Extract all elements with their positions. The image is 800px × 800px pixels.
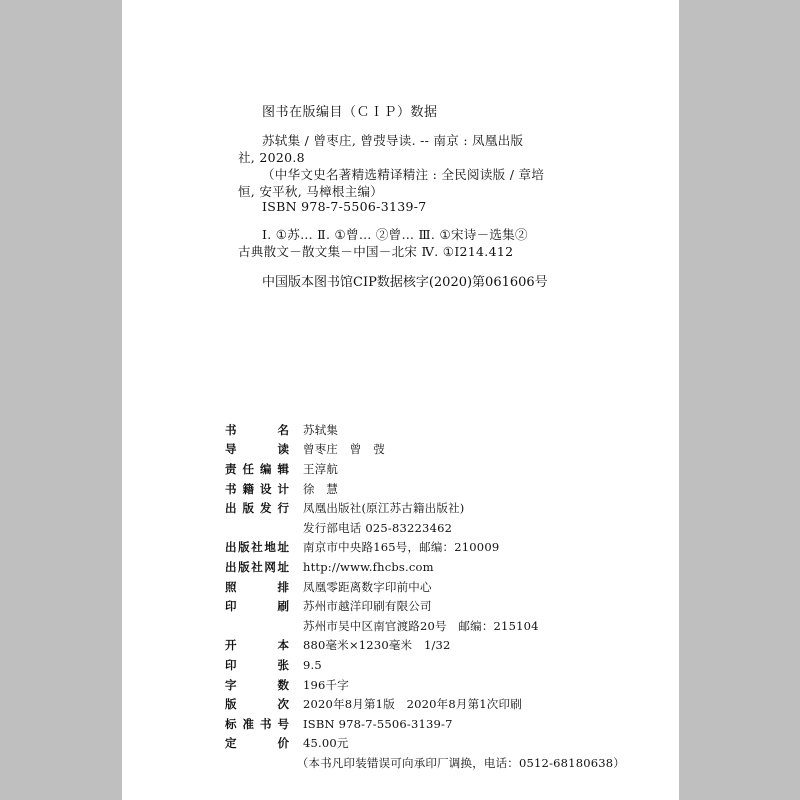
cip-line: （中华文史名著精选精译精注 : 全民阅读版 / 章培 [262,167,545,182]
info-row [225,753,625,773]
info-row [225,518,625,538]
info-label: 印 刷 [225,599,289,614]
info-value: 凤凰零距离数字印前中心 [303,579,432,594]
info-value: 发行部电话 025-83223462 [303,520,453,535]
info-label: 印 张 [225,657,289,672]
info-label: 字 数 [225,677,289,692]
info-label: 出 版 发 行 [225,501,289,516]
info-value: 880毫米×1230毫米 1/32 [303,638,451,653]
info-row [225,577,625,597]
info-value: 苏州市吴中区南官渡路20号 邮编：215104 [303,618,539,633]
info-value: http://www.fhcbs.com [303,559,434,574]
publication-info-table [225,420,625,773]
info-row [225,479,625,499]
info-label: 定 价 [225,736,289,751]
info-value: 王淳航 [303,461,339,476]
info-value: 苏州市越洋印刷有限公司 [303,599,432,614]
info-label: 书 籍 设 计 [225,481,289,496]
info-row [225,675,625,695]
info-label: 版 次 [225,697,289,712]
cip-line: ISBN 978-7-5506-3139-7 [262,199,427,214]
info-row [225,420,625,440]
info-value: 45.00元 [303,736,349,751]
cip-line: 恒, 安平秋, 马樟根主编） [238,184,384,199]
cip-number: 中国版本图书馆CIP数据核字(2020)第061606号 [262,275,548,290]
cip-title: 图书在版编目（ＣＩＰ）数据 [262,105,438,120]
info-label: 责 任 编 辑 [225,461,289,476]
info-row [225,734,625,754]
info-row [225,714,625,734]
info-label: 书 名 [225,422,289,437]
info-value: 曾枣庄 曾 弢 [303,442,385,457]
info-value: 196千字 [303,677,349,692]
cip-line: 社, 2020.8 [238,150,305,165]
cip-line: 苏轼集 / 曾枣庄, 曾弢导读. -- 南京 : 凤凰出版 [262,133,524,148]
info-row [225,655,625,675]
info-value: 9.5 [303,657,322,672]
cip-line: 古典散文－散文集－中国－北宋 Ⅳ. ①I214.412 [238,244,514,259]
info-label: 照 排 [225,579,289,594]
info-row [225,596,625,616]
info-value: 徐 慧 [303,481,339,496]
info-row [225,636,625,656]
info-value: （本书凡印装错误可向承印厂调换，电话：0512-68180638） [296,755,625,770]
info-label: 出 版 社 地 址 [225,540,289,555]
info-label: 出 版 社 网 址 [225,559,289,574]
info-row [225,459,625,479]
info-label: 开 本 [225,638,289,653]
info-row [225,694,625,714]
info-value: ISBN 978-7-5506-3139-7 [303,716,453,731]
info-row [225,557,625,577]
info-value: 苏轼集 [303,422,339,437]
cip-line: Ⅰ. ①苏… Ⅱ. ①曾… ②曾… Ⅲ. ①宋诗－选集② [262,227,528,242]
info-value: 凤凰出版社(原江苏古籍出版社) [303,501,465,516]
info-row [225,498,625,518]
info-label: 标 准 书 号 [225,716,289,731]
info-label: 导 读 [225,442,289,457]
info-row [225,538,625,558]
info-value: 南京市中央路165号，邮编：210009 [303,540,500,555]
info-row [225,616,625,636]
info-value: 2020年8月第1版 2020年8月第1次印刷 [303,697,522,712]
info-row [225,440,625,460]
